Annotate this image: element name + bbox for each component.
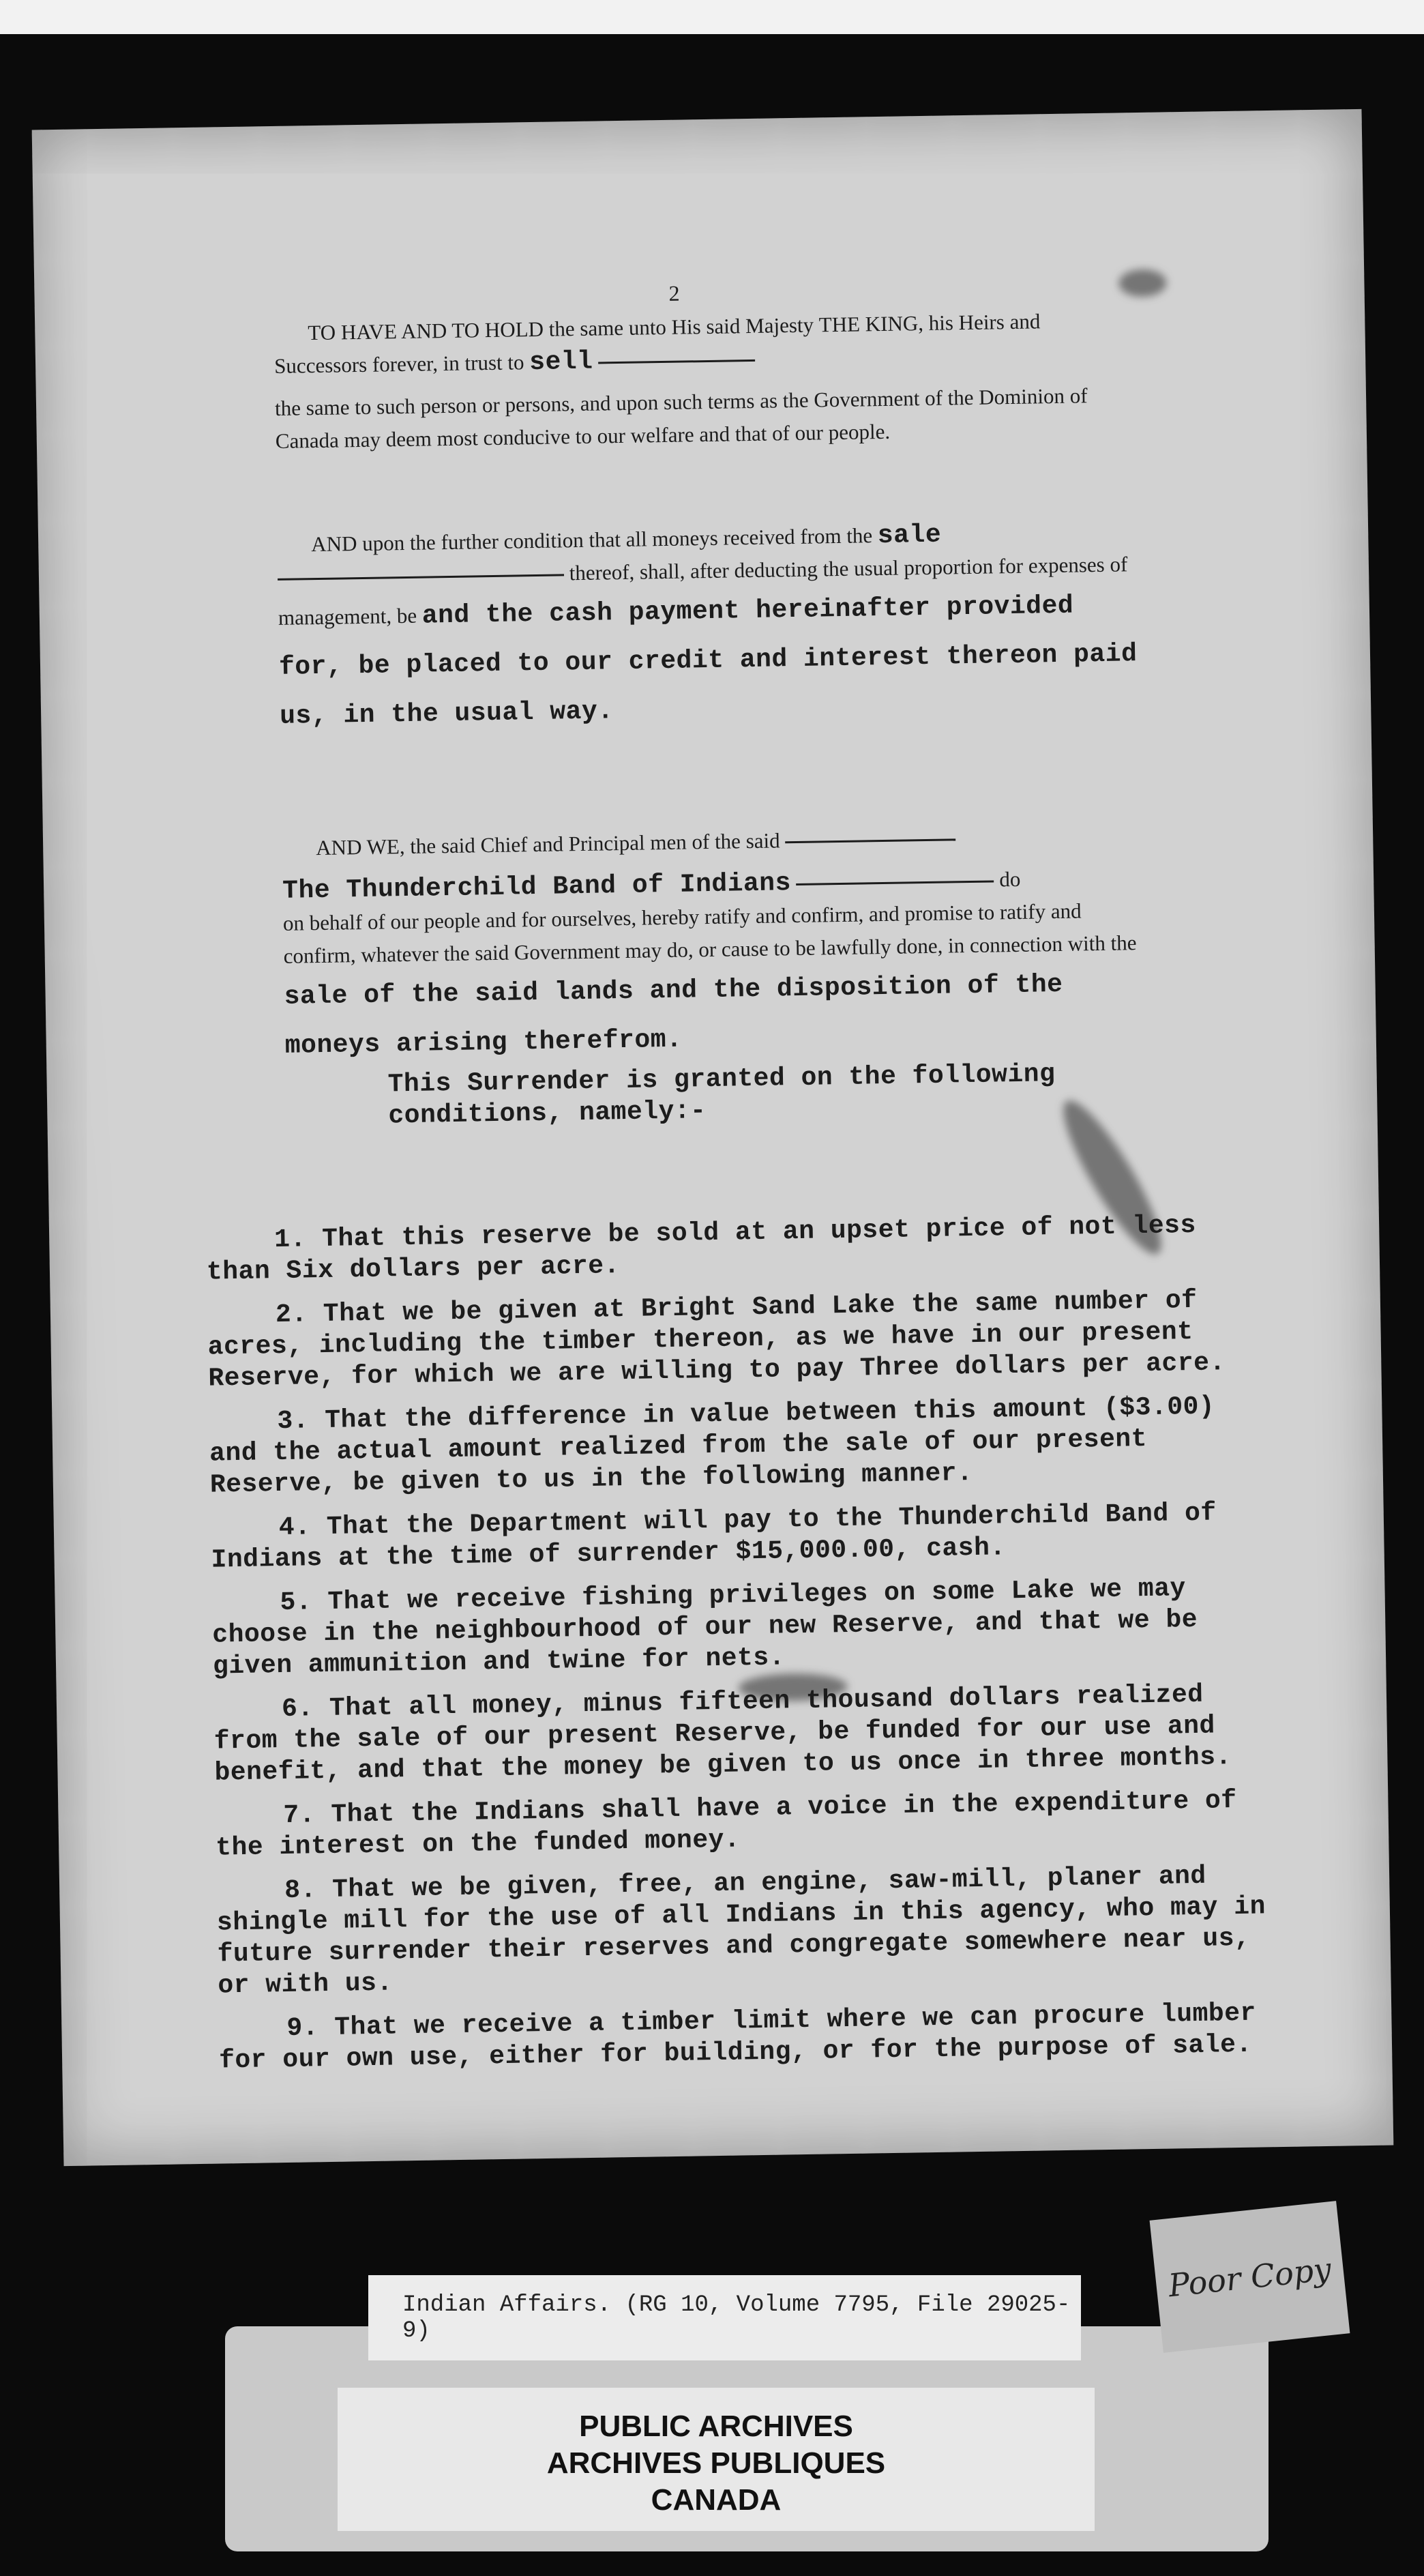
habendum-typed: sell	[529, 347, 593, 378]
archive-stamp-line: ARCHIVES PUBLIQUES	[546, 2446, 886, 2480]
condition-paragraph	[277, 515, 1146, 742]
conditions-list	[206, 1209, 1276, 2077]
fill-line	[278, 574, 564, 581]
habendum-king: THE KING	[818, 311, 919, 337]
ratification-paragraph	[282, 819, 1153, 1134]
ratification-do: do	[999, 866, 1021, 892]
scan-top-margin	[0, 0, 1424, 34]
condition-item: 9. That we receive a timber limit where we can procure lumber for our own use, either for building, or for the purpose of sale.	[218, 1998, 1257, 2076]
reference-label: Indian Affairs. (RG 10, Volume 7795, File 29025-9)	[368, 2275, 1081, 2360]
habendum-text-b: , his Heirs and Successors forever, in trust to	[273, 309, 1041, 378]
ratification-typed-b: sale of the said lands and the disposition of the moneys arising therefrom.	[284, 969, 1063, 1061]
fill-line	[785, 839, 955, 844]
habendum-lead: TO HAVE AND TO HOLD	[308, 317, 544, 345]
habendum-text-a: the same unto His said Majesty	[548, 312, 814, 341]
condition-typed-b: and the cash payment hereinafter provided for, be placed to our credit and interest thereon paid us, in the usual way.	[278, 591, 1138, 731]
surrender-intro: This Surrender is granted on the following conditions, namely:-	[387, 1059, 1056, 1131]
archive-stamp-line: PUBLIC ARCHIVES	[579, 2410, 853, 2443]
condition-item: 6. That all money, minus fifteen thousand dollars realized from the sale of our present Reserve, be funded for our use and benefit, and that the money be given to us once in three months.	[213, 1680, 1232, 1788]
condition-item: 2. That we be given at Bright Sand Lake the same number of acres, including the timber thereon, as we have in our present Reserve, for which we are willing to pay Three dollars per acre.	[207, 1285, 1226, 1394]
condition-item: 7. That the Indians shall have a voice in the expenditure of the interest on the funded money.	[215, 1786, 1237, 1863]
archive-stamp-line: CANADA	[651, 2483, 782, 2517]
ratification-text-b: on behalf of our people and for ourselves, hereby ratify and confirm, and promise to ratify and confirm, whatever the said Government may do, or cause to be lawfully done, in connection with the	[282, 898, 1137, 968]
document-page	[32, 109, 1394, 2166]
archive-stamp	[338, 2388, 1095, 2531]
condition-item: 1. That this reserve be sold at an upset price of not less than Six dollars per acre.	[206, 1210, 1197, 1287]
ratification-text-a: AND WE, the said Chief and Principal men of the said	[315, 828, 780, 860]
poor-copy-note: Poor Copy	[1150, 2201, 1350, 2353]
page-number: 2	[668, 280, 680, 306]
condition-typed-a: sale	[877, 520, 942, 551]
condition-text-a: AND upon the further condition that all moneys received from the	[310, 523, 873, 557]
condition-item: 3. That the difference in value between this amount ($3.00) and the actual amount realized from the sale of our present Reserve, be given to us in the following manner.	[209, 1392, 1215, 1500]
condition-item: 8. That we be given, free, an engine, saw-mill, planer and shingle mill for the use of all Indians in this agency, who may in future surrender their reserves and congregate somewhere near us, or with us.	[216, 1861, 1266, 2001]
habendum-rest: the same to such person or persons, and upon such terms as the Government of the Dominion of Canada may deem most conducive to our welfare and that of our people.	[274, 383, 1088, 453]
condition-item: 5. That we receive fishing privileges on some Lake we may choose in the neighbourhood of our new Reserve, and that we be given ammunition and twine for nets.	[212, 1574, 1198, 1682]
condition-item: 4. That the Department will pay to the Thunderchild Band of Indians at the time of surrender $15,000.00, cash.	[211, 1498, 1217, 1575]
condition-text-b: thereof, shall, after deducting the usual proportion for expenses of management, be	[278, 552, 1128, 630]
habendum-paragraph	[273, 304, 1128, 458]
band-name: The Thunderchild Band of Indians	[282, 868, 792, 906]
ink-blot	[1118, 269, 1167, 297]
fill-line	[598, 360, 755, 364]
fill-line	[797, 881, 994, 886]
